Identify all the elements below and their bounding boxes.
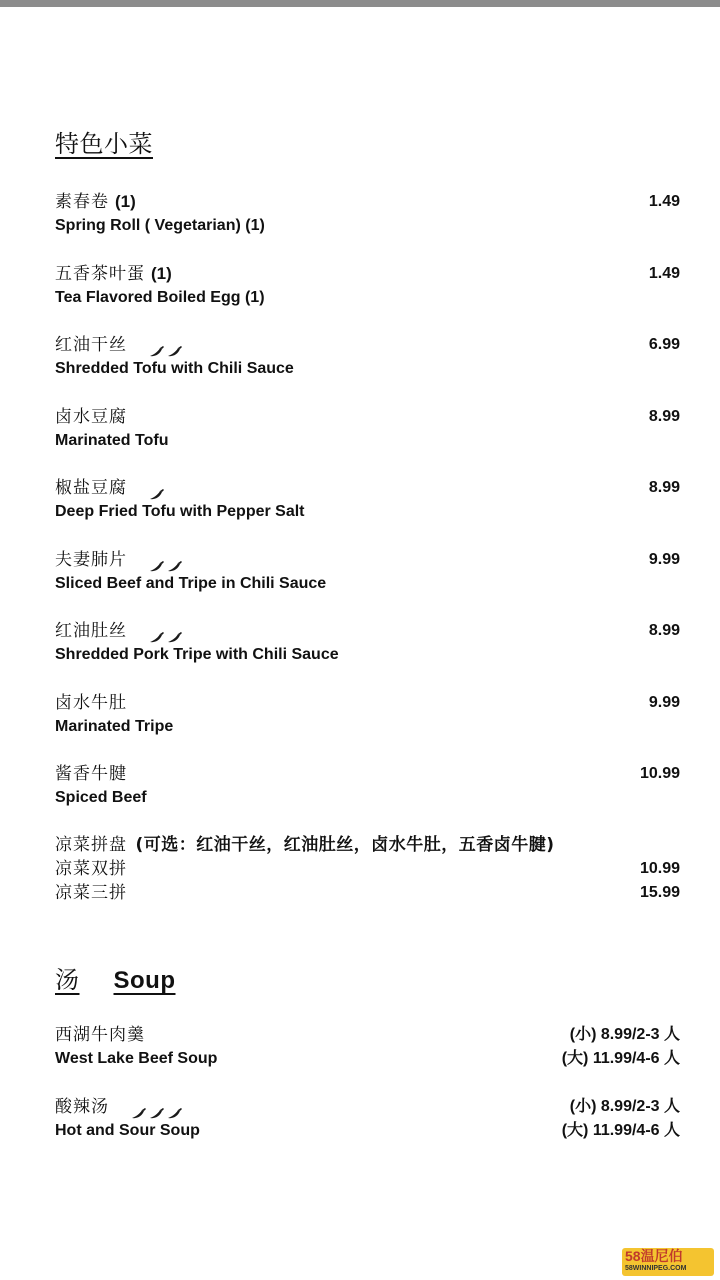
soup-price-small: (小) 8.99/2-3 人 [569,1026,680,1043]
menu-item-hot-sour-soup [55,1095,680,1143]
item-price: 6.99 [648,336,680,353]
chili-rating [149,625,185,639]
menu-item-west-lake-soup [55,1023,680,1071]
item-price: 8.99 [648,622,680,639]
menu-item-cold-platter [55,833,680,905]
item-price: 1.49 [648,265,680,282]
item-name-en: Marinated Tripe [55,718,174,735]
menu-item-spring-roll [55,190,680,238]
platter-double-price: 10.99 [639,860,680,877]
item-name-zh: 素春卷 (1) [55,192,136,212]
item-price: 9.99 [648,551,680,568]
item-name-en: West Lake Beef Soup [55,1050,218,1067]
menu-item-marinated-tofu [55,405,680,453]
soup-price-large: (大) 11.99/4-6 人 [561,1122,680,1139]
menu-item-pork-tripe [55,619,680,667]
chili-pepper-icon [167,1107,183,1119]
item-name-zh: 酸辣汤 [55,1097,109,1117]
item-name-zh: 红油干丝 [55,335,127,355]
platter-title: 凉菜拼盘 [55,835,127,855]
item-price: 1.49 [648,193,680,210]
item-name-zh: 红油肚丝 [55,621,127,641]
item-name-zh: 西湖牛肉羹 [55,1025,145,1045]
menu-item-beef-tripe [55,548,680,596]
item-name-zh: 椒盐豆腐 [55,478,127,498]
menu-item-pepper-salt-tofu [55,476,680,524]
item-name-en: Hot and Sour Soup [55,1122,200,1139]
chili-rating [131,1101,185,1115]
menu-item-tea-egg [55,262,680,310]
watermark-url: 58WINNIPEG.COM [625,1265,687,1272]
item-name-en: Shredded Tofu with Chili Sauce [55,360,294,377]
chili-pepper-icon [149,345,165,357]
item-name-en: Shredded Pork Tripe with Chili Sauce [55,646,339,663]
item-name-zh: 五香茶叶蛋 (1) [55,264,172,284]
section-title-appetizers: 特色小菜 [55,130,153,158]
menu-item-spiced-beef [55,762,680,810]
menu-item-marinated-tripe [55,691,680,739]
soup-price-small: (小) 8.99/2-3 人 [569,1098,680,1115]
platter-triple: 凉菜三拼 [55,883,127,903]
item-name-en: Sliced Beef and Tripe in Chili Sauce [55,575,327,592]
item-name-zh: 酱香牛腱 [55,764,127,784]
watermark-text: 58温尼伯 [625,1248,683,1264]
chili-rating [149,482,167,496]
item-name-en: Spiced Beef [55,789,147,806]
chili-rating [149,554,185,568]
chili-rating [149,339,185,353]
platter-options: (可选：红油干丝，红油肚丝，卤水牛肚，五香卤牛腱) [135,835,555,855]
chili-pepper-icon [167,631,183,643]
chili-pepper-icon [167,345,183,357]
item-name-en: Spring Roll ( Vegetarian) (1) [55,217,265,234]
platter-triple-price: 15.99 [639,884,680,901]
item-name-zh: 卤水牛肚 [55,693,127,713]
chili-pepper-icon [149,560,165,572]
item-price: 9.99 [648,694,680,711]
platter-double: 凉菜双拼 [55,859,127,879]
top-bar [0,0,720,7]
item-name-en: Deep Fried Tofu with Pepper Salt [55,503,305,520]
section-title-soup: 汤 Soup [55,966,176,994]
soup-price-large: (大) 11.99/4-6 人 [561,1050,680,1067]
site-watermark-logo [622,1248,714,1276]
chili-pepper-icon [149,488,165,500]
item-name-zh: 卤水豆腐 [55,407,127,427]
item-name-en: Tea Flavored Boiled Egg (1) [55,289,265,306]
item-price: 8.99 [648,408,680,425]
chili-pepper-icon [149,631,165,643]
chili-pepper-icon [167,560,183,572]
chili-pepper-icon [149,1107,165,1119]
menu-item-shredded-tofu [55,333,680,381]
chili-pepper-icon [131,1107,147,1119]
item-price: 10.99 [639,765,680,782]
item-name-zh: 夫妻肺片 [55,550,127,570]
item-name-en: Marinated Tofu [55,432,169,449]
item-price: 8.99 [648,479,680,496]
